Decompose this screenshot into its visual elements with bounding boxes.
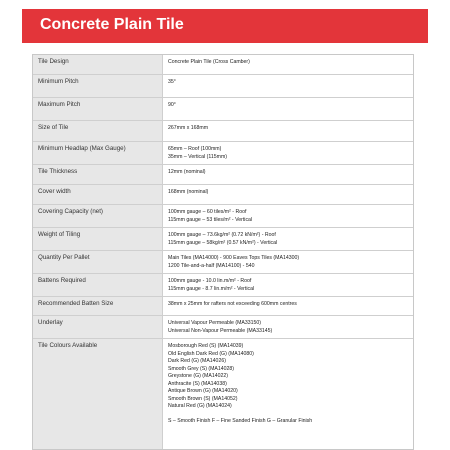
spec-row bbox=[33, 142, 413, 165]
spec-value-line: 168mm (nominal) bbox=[168, 189, 209, 195]
spec-label: Battens Required bbox=[33, 274, 163, 296]
spec-label: Maximum Pitch bbox=[33, 98, 163, 120]
spec-value-line: Concrete Plain Tile (Cross Camber) bbox=[168, 59, 250, 65]
spec-label: Weight of Tiling bbox=[33, 228, 163, 250]
spec-value-line: 115mm gauge – 53 tiles/m² - Vertical bbox=[168, 216, 253, 223]
spec-value-line: S – Smooth Finish F – Fine Sanded Finish G – Granular Finish bbox=[168, 417, 313, 424]
spec-value-line: 35mm – Vertical (115mm) bbox=[168, 153, 227, 160]
spec-row bbox=[33, 251, 413, 274]
spec-table bbox=[32, 54, 414, 450]
spec-value-line bbox=[168, 411, 409, 418]
spec-value-line: 35° bbox=[168, 79, 176, 85]
spec-row bbox=[33, 165, 413, 185]
spec-label: Tile Design bbox=[33, 55, 163, 74]
spec-value bbox=[163, 297, 413, 315]
spec-row bbox=[33, 228, 413, 251]
spec-value-line: 100mm gauge – 73.6kg/m² (0.72 kN/m²) - Roof bbox=[168, 232, 276, 238]
page-title: Concrete Plain Tile bbox=[40, 16, 184, 33]
spec-value-line: Smooth Grey (S) (MA14028) bbox=[168, 365, 235, 372]
spec-row bbox=[33, 121, 413, 142]
spec-value-line: Main Tiles (MA14000) - 900 Eaves Tops Tiles (MA14300) bbox=[168, 255, 300, 261]
spec-value-line: 115mm gauge - 8.7 lin.m/m² - Vertical bbox=[168, 285, 255, 292]
spec-value-line: Antique Brown (G) (MA14020) bbox=[168, 388, 238, 395]
spec-value bbox=[163, 98, 413, 120]
spec-value-line: 65mm – Roof (100mm) bbox=[168, 146, 222, 152]
spec-value bbox=[163, 185, 413, 204]
spec-row bbox=[33, 274, 413, 297]
spec-value bbox=[163, 274, 413, 296]
spec-label: Quantity Per Pallet bbox=[33, 251, 163, 273]
spec-value bbox=[163, 251, 413, 273]
spec-value-line: Natural Red (G) (MA14024) bbox=[168, 403, 232, 410]
spec-value-line: Dark Red (G) (MA14026) bbox=[168, 358, 226, 365]
title-banner bbox=[22, 9, 428, 43]
spec-value bbox=[163, 205, 413, 227]
spec-value-line: 38mm x 25mm for rafters not exceeding 600mm centres bbox=[168, 301, 297, 307]
spec-value-line: 90° bbox=[168, 102, 176, 108]
spec-value-line: Universal Vapour Permeable (MA33150) bbox=[168, 320, 262, 326]
spec-value-line: 115mm gauge – 58kg/m² (0.57 kN/m²) - Vertical bbox=[168, 239, 278, 246]
spec-label: Recommended Batten Size bbox=[33, 297, 163, 315]
spec-row bbox=[33, 316, 413, 339]
spec-label: Minimum Pitch bbox=[33, 75, 163, 97]
spec-row bbox=[33, 297, 413, 316]
spec-value-line: Greystone (G) (MA14022) bbox=[168, 373, 228, 380]
spec-value-line: 12mm (nominal) bbox=[168, 169, 206, 175]
spec-value-line: Universal Non-Vapour Permeable (MA33145) bbox=[168, 327, 273, 334]
spec-label: Underlay bbox=[33, 316, 163, 338]
spec-value-line: Old English Dark Red (G) (MA14080) bbox=[168, 350, 254, 357]
spec-value-line: Mosborough Red (S) (MA14039) bbox=[168, 343, 244, 349]
spec-label: Tile Thickness bbox=[33, 165, 163, 184]
spec-value-line: Anthracite (S) (MA14038) bbox=[168, 380, 227, 387]
spec-value bbox=[163, 55, 413, 74]
spec-label: Covering Capacity (net) bbox=[33, 205, 163, 227]
spec-label: Tile Colours Available bbox=[33, 339, 163, 449]
spec-value-line: 100mm gauge – 60 tiles/m² - Roof bbox=[168, 209, 247, 215]
spec-label: Size of Tile bbox=[33, 121, 163, 141]
spec-value bbox=[163, 228, 413, 250]
spec-label: Minimum Headlap (Max Gauge) bbox=[33, 142, 163, 164]
spec-value-line: 267mm x 168mm bbox=[168, 125, 209, 131]
spec-value bbox=[163, 75, 413, 97]
spec-value-line: Smooth Brown (S) (MA14052) bbox=[168, 395, 238, 402]
spec-value bbox=[163, 165, 413, 184]
spec-label: Cover width bbox=[33, 185, 163, 204]
spec-row bbox=[33, 75, 413, 98]
spec-row bbox=[33, 98, 413, 121]
spec-row bbox=[33, 205, 413, 228]
spec-value bbox=[163, 316, 413, 338]
spec-row bbox=[33, 185, 413, 205]
spec-row bbox=[33, 55, 413, 75]
spec-value-line: 1200 Tile-and-a-half (MA14100) - 540 bbox=[168, 262, 255, 269]
spec-value bbox=[163, 142, 413, 164]
spec-value bbox=[163, 339, 413, 449]
spec-value bbox=[163, 121, 413, 141]
spec-value-line: 100mm gauge - 10.0 lin.m/m² - Roof bbox=[168, 278, 252, 284]
spec-row bbox=[33, 339, 413, 449]
